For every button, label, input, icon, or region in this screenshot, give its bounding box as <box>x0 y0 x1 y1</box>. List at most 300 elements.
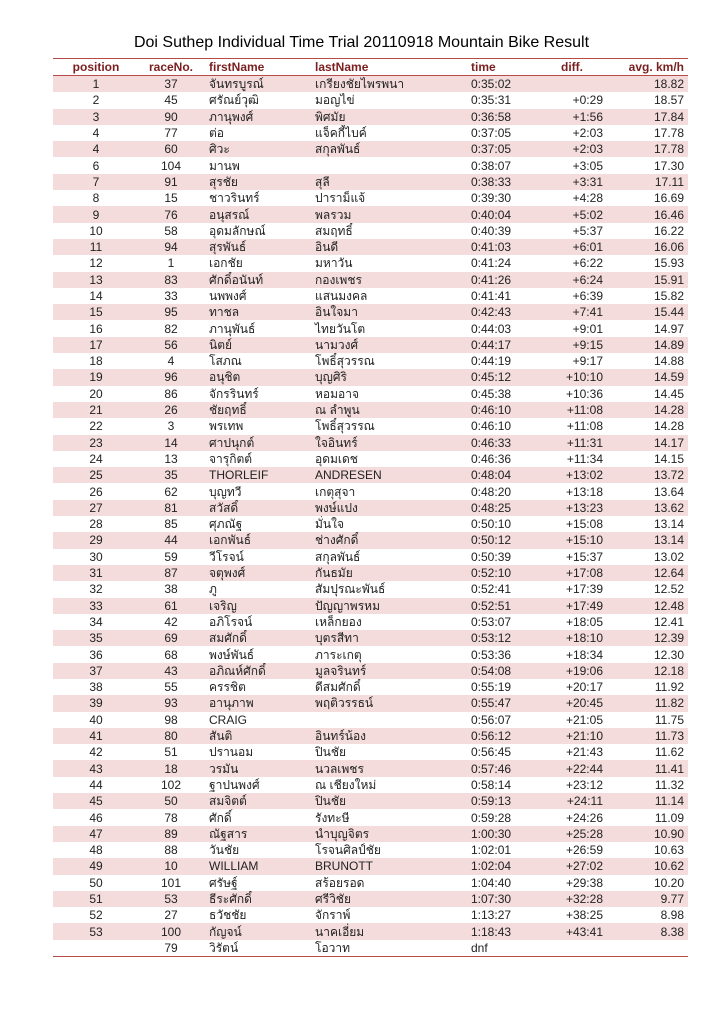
cell-avg-speed: 12.18 <box>603 663 688 679</box>
cell-position: 2 <box>92 93 100 108</box>
cell-last-name: BRUNOTT <box>313 858 465 874</box>
cell-time: 0:50:39 <box>471 549 512 564</box>
results-table <box>53 58 688 957</box>
cell-diff: +6:39 <box>572 289 603 303</box>
table-row <box>53 483 688 499</box>
cell-time: 0:56:12 <box>465 728 541 744</box>
cell-last-name: อุดมเดช <box>315 451 358 466</box>
cell-first-name: อภิโรจน์ <box>209 614 253 629</box>
cell-diff: +21:43 <box>565 745 603 760</box>
table-row <box>53 125 688 141</box>
cell-last-name: สกุลพันธ์ <box>315 549 361 564</box>
cell-time: 0:53:07 <box>471 614 512 629</box>
cell-last-name: ช่างศักดิ์ <box>313 532 465 548</box>
cell-avg-speed: 12.41 <box>653 614 684 629</box>
cell-last-name: กองเพชร <box>313 272 465 288</box>
cell-race-no: 82 <box>164 321 178 336</box>
cell-avg-speed: 14.17 <box>603 435 688 451</box>
cell-race-no: 100 <box>139 923 203 939</box>
cell-first-name: สันติ <box>203 728 313 744</box>
table-row <box>53 190 688 206</box>
cell-time: 0:48:25 <box>465 500 541 516</box>
cell-time: 0:40:39 <box>471 223 512 238</box>
cell-race-no: 60 <box>139 141 203 157</box>
cell-time: 0:45:12 <box>465 369 541 385</box>
column-header-time: time <box>465 59 541 76</box>
cell-position: 29 <box>53 532 139 548</box>
cell-time: 0:37:05 <box>471 126 512 141</box>
cell-diff: +13:02 <box>541 467 603 483</box>
cell-position: 53 <box>53 923 139 939</box>
cell-first-name: ชัยฤทธิ์ <box>203 402 313 418</box>
cell-position: 46 <box>89 810 103 825</box>
cell-first-name: สวัสดิ์ <box>203 500 313 516</box>
cell-avg-speed: 15.82 <box>653 289 684 303</box>
cell-position: 42 <box>89 745 103 760</box>
cell-avg-speed: 9.77 <box>603 891 688 907</box>
table-row <box>53 565 688 581</box>
cell-last-name <box>313 712 465 728</box>
cell-position: 6 <box>92 158 100 173</box>
cell-last-name: ปาราม็แจ้ <box>315 191 366 206</box>
column-header-avg-speed: avg. km/h <box>603 59 688 76</box>
cell-avg-speed: 16.46 <box>603 206 688 222</box>
cell-position: 36 <box>89 647 103 662</box>
cell-first-name: เอกชัย <box>209 256 243 271</box>
table-row <box>53 695 688 711</box>
cell-last-name: พฤติวรรธน์ <box>313 695 465 711</box>
cell-race-no: 95 <box>139 304 203 320</box>
cell-diff: +18:34 <box>565 647 603 662</box>
cell-diff: +11:34 <box>566 451 603 466</box>
cell-last-name: โพธิ์สุวรรณ <box>315 354 375 369</box>
cell-race-no: 88 <box>164 843 178 858</box>
cell-position: 24 <box>89 451 103 466</box>
cell-position: 8 <box>92 191 100 206</box>
table-row <box>53 141 688 157</box>
cell-race-no: 26 <box>139 402 203 418</box>
cell-last-name: สกุลพันธ์ <box>313 141 465 157</box>
cell-last-name: นาคเอี่ยม <box>313 923 465 939</box>
cell-first-name: วิรัตน์ <box>203 940 313 957</box>
cell-diff: +17:49 <box>541 598 603 614</box>
table-row <box>53 304 688 320</box>
cell-first-name: ศรัณย์วุฒิ <box>209 93 259 108</box>
cell-last-name: นวลเพชร <box>313 760 465 776</box>
cell-diff: +0:29 <box>572 93 603 108</box>
cell-position: 26 <box>89 484 103 499</box>
table-row <box>53 614 688 630</box>
cell-race-no: 90 <box>139 109 203 125</box>
column-header-last-name: lastName <box>313 59 465 76</box>
cell-position: 4 <box>92 126 100 141</box>
cell-avg-speed: 10.63 <box>653 843 684 858</box>
cell-position: 1 <box>53 76 139 93</box>
table-row <box>53 500 688 516</box>
cell-avg-speed: 14.89 <box>603 337 688 353</box>
cell-time: 0:36:58 <box>465 109 541 125</box>
cell-position: 40 <box>89 712 103 727</box>
cell-avg-speed: 13.72 <box>603 467 688 483</box>
table-row <box>53 646 688 662</box>
cell-avg-speed: 16.69 <box>653 191 684 206</box>
cell-race-no: 13 <box>164 451 178 466</box>
cell-time: 0:38:33 <box>465 174 541 190</box>
column-header-diff: diff. <box>541 59 603 76</box>
cell-diff: +13:23 <box>541 500 603 516</box>
cell-position: 17 <box>53 337 139 353</box>
cell-avg-speed: 15.44 <box>603 304 688 320</box>
cell-last-name: ANDRESEN <box>313 467 465 483</box>
cell-first-name: ทาชล <box>203 304 313 320</box>
cell-last-name: นามวงศ์ <box>313 337 465 353</box>
cell-diff: +11:08 <box>541 402 603 418</box>
cell-diff: +2:03 <box>541 141 603 157</box>
cell-avg-speed: 14.15 <box>653 451 684 466</box>
cell-avg-speed: 15.91 <box>603 272 688 288</box>
cell-diff: +4:28 <box>572 191 603 206</box>
cell-position: 20 <box>89 386 103 401</box>
cell-last-name <box>313 157 465 173</box>
cell-race-no: 14 <box>139 435 203 451</box>
cell-race-no: 81 <box>139 500 203 516</box>
cell-race-no: 35 <box>139 467 203 483</box>
cell-first-name: บุญทวี <box>209 484 242 499</box>
table-row <box>53 907 688 923</box>
cell-diff: +17:08 <box>541 565 603 581</box>
table-row <box>53 467 688 483</box>
cell-race-no: 56 <box>139 337 203 353</box>
cell-last-name: สัมปุรณะพันธ์ <box>315 582 386 597</box>
cell-diff: +11:08 <box>566 419 603 434</box>
cell-position: 45 <box>53 793 139 809</box>
cell-position: 3 <box>53 109 139 125</box>
cell-first-name: ชาวรินทร์ <box>209 191 260 206</box>
cell-first-name: วันชัย <box>209 843 240 858</box>
table-row <box>53 793 688 809</box>
cell-avg-speed: 15.93 <box>653 256 684 271</box>
cell-position: 49 <box>53 858 139 874</box>
table-row <box>53 744 688 760</box>
cell-diff: +38:25 <box>565 908 603 923</box>
cell-avg-speed: 14.97 <box>653 321 684 336</box>
cell-avg-speed: 14.59 <box>603 369 688 385</box>
cell-first-name: ต่อ <box>209 126 224 141</box>
cell-last-name: มูลจรินทร์ <box>313 663 465 679</box>
cell-last-name: ณ ลำพูน <box>313 402 465 418</box>
cell-time: 0:35:31 <box>471 93 512 108</box>
table-row <box>53 435 688 451</box>
cell-last-name: พลรวม <box>313 206 465 222</box>
cell-avg-speed: 10.90 <box>603 826 688 842</box>
cell-diff: +13:18 <box>565 484 603 499</box>
cell-time: 0:52:41 <box>471 582 512 597</box>
cell-race-no: 91 <box>139 174 203 190</box>
cell-time: 0:48:04 <box>465 467 541 483</box>
cell-last-name: ภาระเกตุ <box>315 647 362 662</box>
table-row <box>53 532 688 548</box>
cell-race-no: 89 <box>139 826 203 842</box>
cell-race-no: 33 <box>164 289 178 303</box>
cell-race-no: 10 <box>139 858 203 874</box>
cell-avg-speed: 12.39 <box>603 630 688 646</box>
cell-avg-speed: 13.02 <box>653 549 684 564</box>
cell-last-name: กันธมัย <box>313 565 465 581</box>
cell-avg-speed: 11.82 <box>603 695 688 711</box>
table-row <box>53 223 688 239</box>
cell-position: 22 <box>89 419 103 434</box>
cell-avg-speed: 11.14 <box>603 793 688 809</box>
cell-race-no: 27 <box>164 908 178 923</box>
cell-last-name: ปัญญาพรหม <box>313 598 465 614</box>
cell-position: 9 <box>53 206 139 222</box>
cell-race-no: 69 <box>139 630 203 646</box>
cell-first-name: อภิณห์ศักดิ์ <box>203 663 313 679</box>
cell-position: 31 <box>53 565 139 581</box>
table-row <box>53 402 688 418</box>
cell-first-name: จันทรบูรณ์ <box>203 76 313 93</box>
cell-avg-speed: 17.78 <box>603 141 688 157</box>
cell-diff: +25:28 <box>541 826 603 842</box>
cell-first-name: ศักดิ์อนันท์ <box>203 272 313 288</box>
table-row <box>53 826 688 842</box>
table-row <box>53 760 688 776</box>
cell-position: 34 <box>89 614 103 629</box>
cell-avg-speed: 12.48 <box>603 598 688 614</box>
cell-diff: +3:05 <box>572 158 603 173</box>
cell-race-no: 43 <box>139 663 203 679</box>
cell-last-name: สมฤทธิ์ <box>315 223 353 238</box>
cell-last-name: พิศมัย <box>313 109 465 125</box>
cell-avg-speed <box>603 940 688 957</box>
cell-last-name: มหาวัน <box>315 256 353 271</box>
cell-diff: +9:01 <box>572 321 603 336</box>
cell-last-name: บุตรสีทา <box>313 630 465 646</box>
cell-avg-speed: 8.38 <box>603 923 688 939</box>
cell-last-name: มั่นใจ <box>315 517 345 532</box>
cell-diff: +29:38 <box>565 875 603 890</box>
cell-time: 0:55:47 <box>465 695 541 711</box>
cell-position: 15 <box>53 304 139 320</box>
cell-diff: +5:37 <box>572 223 603 238</box>
cell-avg-speed: 17.30 <box>653 158 684 173</box>
cell-time: 0:42:43 <box>465 304 541 320</box>
cell-first-name: พรเทพ <box>209 419 244 434</box>
cell-last-name: อินทร์น้อง <box>313 728 465 744</box>
cell-time: 0:41:24 <box>471 256 512 271</box>
cell-diff: +22:44 <box>541 760 603 776</box>
cell-first-name: ณัฐสาร <box>203 826 313 842</box>
cell-last-name: เกรียงชัยไพรพนา <box>313 76 465 93</box>
cell-time: dnf <box>465 940 541 957</box>
table-row <box>53 369 688 385</box>
cell-race-no: 44 <box>139 532 203 548</box>
cell-last-name: โพธิ์สุวรรณ <box>315 419 375 434</box>
cell-first-name: วีโรจน์ <box>209 549 244 564</box>
cell-time: 0:46:10 <box>465 402 541 418</box>
cell-time: 1:07:30 <box>465 891 541 907</box>
cell-first-name: อุดมลักษณ์ <box>209 223 266 238</box>
cell-first-name: จตุพงศ์ <box>203 565 313 581</box>
table-row <box>53 386 688 402</box>
table-row <box>53 598 688 614</box>
table-row <box>53 809 688 825</box>
cell-last-name: พงษ์แปง <box>313 500 465 516</box>
cell-position: 25 <box>53 467 139 483</box>
cell-avg-speed: 17.11 <box>603 174 688 190</box>
cell-time: 0:41:03 <box>465 239 541 255</box>
cell-time: 0:44:17 <box>465 337 541 353</box>
document-title: Doi Suthep Individual Time Trial 20110918 Mountain Bike Result <box>133 34 590 51</box>
table-row <box>53 858 688 874</box>
cell-position: 14 <box>89 289 103 303</box>
cell-position: 11 <box>53 239 139 255</box>
cell-race-no: 37 <box>139 76 203 93</box>
cell-position: 30 <box>89 549 103 564</box>
cell-time: 0:52:51 <box>465 598 541 614</box>
cell-race-no: 18 <box>139 760 203 776</box>
cell-avg-speed: 13.64 <box>653 484 684 499</box>
cell-last-name: ดีสมศักดิ์ <box>315 680 361 695</box>
cell-time: 1:13:27 <box>471 908 512 923</box>
table-row <box>53 418 688 434</box>
table-row <box>53 777 688 793</box>
cell-first-name: ศรัษฐ์ <box>209 875 238 890</box>
column-header-race-no: raceNo. <box>139 59 203 76</box>
cell-last-name: รังทะษี <box>315 810 350 825</box>
table-row <box>53 630 688 646</box>
cell-avg-speed: 17.84 <box>603 109 688 125</box>
cell-race-no: 15 <box>164 191 178 206</box>
cell-diff: +32:28 <box>541 891 603 907</box>
cell-first-name: CRAIG <box>209 712 248 727</box>
table-row <box>53 875 688 891</box>
cell-time: 1:02:01 <box>471 843 512 858</box>
cell-position: 12 <box>89 256 103 271</box>
cell-race-no: 38 <box>164 582 178 597</box>
cell-avg-speed: 8.98 <box>660 908 684 923</box>
cell-diff: +10:36 <box>565 386 603 401</box>
cell-avg-speed: 12.64 <box>603 565 688 581</box>
cell-diff <box>541 76 603 93</box>
cell-diff: +24:26 <box>565 810 603 825</box>
cell-time: 0:39:30 <box>471 191 512 206</box>
cell-first-name: วรมัน <box>203 760 313 776</box>
cell-last-name: ณ เชียงใหม่ <box>315 777 377 792</box>
cell-position: 47 <box>53 826 139 842</box>
cell-diff: +17:39 <box>565 582 603 597</box>
cell-first-name: สุรชัย <box>203 174 313 190</box>
cell-time: 0:57:46 <box>465 760 541 776</box>
cell-diff: +1:56 <box>541 109 603 125</box>
table-row <box>53 337 688 353</box>
cell-diff: +20:45 <box>541 695 603 711</box>
table-row <box>53 272 688 288</box>
cell-position: 4 <box>53 141 139 157</box>
cell-first-name: อนุชิต <box>203 369 313 385</box>
cell-last-name: อินดี <box>313 239 465 255</box>
cell-position: 23 <box>53 435 139 451</box>
cell-diff: +6:22 <box>572 256 603 271</box>
cell-race-no: 53 <box>139 891 203 907</box>
table-row <box>53 712 688 728</box>
table-row <box>53 663 688 679</box>
header-row <box>53 59 688 76</box>
cell-diff: +15:37 <box>565 549 603 564</box>
cell-last-name: ปินชัย <box>315 745 346 760</box>
cell-time: 1:02:04 <box>465 858 541 874</box>
cell-avg-speed: 11.73 <box>603 728 688 744</box>
table-row <box>53 157 688 173</box>
cell-avg-speed: 14.88 <box>653 354 684 369</box>
cell-last-name: เกตุสุจา <box>315 484 356 499</box>
cell-last-name: สร้อยรอด <box>315 875 365 890</box>
cell-avg-speed: 16.22 <box>653 223 684 238</box>
cell-first-name: พงษ์พันธ์ <box>209 647 255 662</box>
cell-first-name: อานุภาพ <box>203 695 313 711</box>
cell-position: 41 <box>53 728 139 744</box>
cell-last-name: ปินชัย <box>313 793 465 809</box>
table-row <box>53 923 688 939</box>
cell-position: 37 <box>53 663 139 679</box>
cell-position: 32 <box>89 582 103 597</box>
cell-last-name: อินใจมา <box>313 304 465 320</box>
cell-race-no: 61 <box>139 598 203 614</box>
cell-race-no: 45 <box>164 93 178 108</box>
cell-last-name: ไทยวันโต <box>315 321 366 336</box>
cell-diff: +26:59 <box>565 843 603 858</box>
column-header-first-name: firstName <box>203 59 313 76</box>
cell-first-name: ศักดิ์ <box>209 810 232 825</box>
cell-diff: +20:17 <box>565 680 603 695</box>
cell-race-no: 4 <box>167 354 175 369</box>
cell-position: 19 <box>53 369 139 385</box>
cell-first-name: โสภณ <box>209 354 242 369</box>
cell-position: 39 <box>53 695 139 711</box>
cell-avg-speed: 14.45 <box>653 386 684 401</box>
table-row <box>53 109 688 125</box>
cell-diff: +10:10 <box>541 369 603 385</box>
cell-diff: +15:10 <box>541 532 603 548</box>
cell-time: 0:41:41 <box>471 289 512 303</box>
cell-position: 52 <box>89 908 103 923</box>
cell-first-name: WILLIAM <box>203 858 313 874</box>
table-row <box>53 76 688 93</box>
cell-first-name: อนุสรณ์ <box>203 206 313 222</box>
cell-diff: +18:10 <box>541 630 603 646</box>
table-row <box>53 842 688 858</box>
cell-time: 0:55:19 <box>471 680 512 695</box>
cell-position: 48 <box>89 843 103 858</box>
cell-first-name: ธวัชชัย <box>209 908 247 923</box>
cell-time: 0:52:10 <box>465 565 541 581</box>
cell-time: 0:44:03 <box>471 321 512 336</box>
cell-race-no: 1 <box>167 256 175 271</box>
cell-first-name: นพพงศ์ <box>209 289 247 303</box>
table-row <box>53 679 688 695</box>
cell-diff: +9:15 <box>541 337 603 353</box>
cell-avg-speed: 16.06 <box>603 239 688 255</box>
table-row <box>53 353 688 369</box>
cell-first-name: เจริญ <box>203 598 313 614</box>
cell-race-no: 94 <box>139 239 203 255</box>
cell-avg-speed: 13.14 <box>603 532 688 548</box>
column-header-position: position <box>53 59 139 76</box>
table-row <box>53 549 688 565</box>
cell-last-name: จักราพ์ <box>315 908 351 923</box>
cell-race-no: 55 <box>164 680 178 695</box>
cell-diff: +19:06 <box>541 663 603 679</box>
